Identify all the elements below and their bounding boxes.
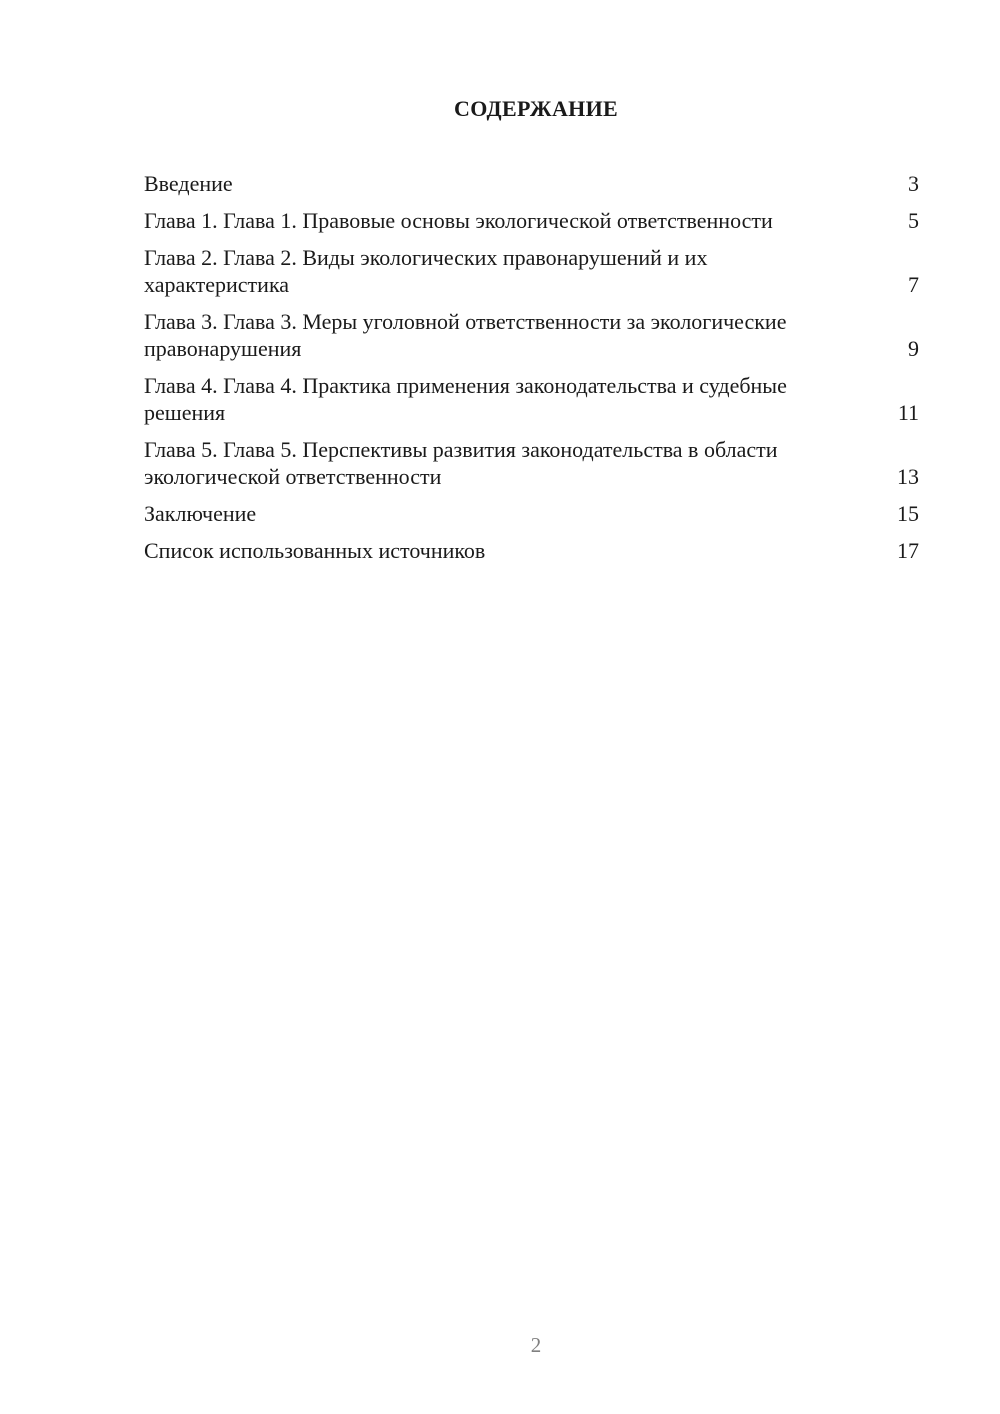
toc-entry-text: Введение [144, 171, 233, 196]
toc-entry-text: Глава 5. Глава 5. Перспективы развития законодательства в области экологической ответственности [144, 437, 778, 489]
toc-entry-text: Глава 1. Глава 1. Правовые основы экологической ответственности [144, 208, 773, 233]
toc-entry-chapter-3 [144, 308, 919, 362]
toc-entry-chapter-4 [144, 372, 919, 426]
toc-entry-text: Заключение [144, 501, 257, 526]
toc-entry-conclusion [144, 500, 919, 527]
toc-entry-chapter-5 [144, 436, 919, 490]
toc-entry-page: 9 [908, 336, 919, 361]
toc-entry-references [144, 537, 919, 564]
toc-entry-text: Глава 3. Глава 3. Меры уголовной ответственности за экологические правонарушения [144, 309, 787, 361]
toc-entry-page: 5 [908, 208, 919, 233]
toc-entry-chapter-2 [144, 244, 919, 298]
toc-entry-page: 7 [908, 272, 919, 297]
toc-entry-introduction [144, 170, 919, 197]
toc-entry-page: 11 [897, 400, 919, 425]
toc-entry-page: 3 [908, 171, 919, 196]
toc-title: СОДЕРЖАНИЕ [454, 96, 618, 121]
toc-entry-page: 17 [897, 538, 919, 563]
toc-entry-chapter-1 [144, 207, 919, 234]
toc-entry-page: 13 [897, 464, 919, 489]
page-number: 2 [530, 1333, 542, 1357]
toc-list [144, 170, 919, 574]
toc-entry-text: Глава 2. Глава 2. Виды экологических правонарушений и их характеристика [144, 245, 708, 297]
toc-entry-page: 15 [897, 501, 919, 526]
toc-entry-text: Глава 4. Глава 4. Практика применения законодательства и судебные решения [144, 373, 787, 425]
toc-entry-text: Список использованных источников [144, 538, 486, 563]
